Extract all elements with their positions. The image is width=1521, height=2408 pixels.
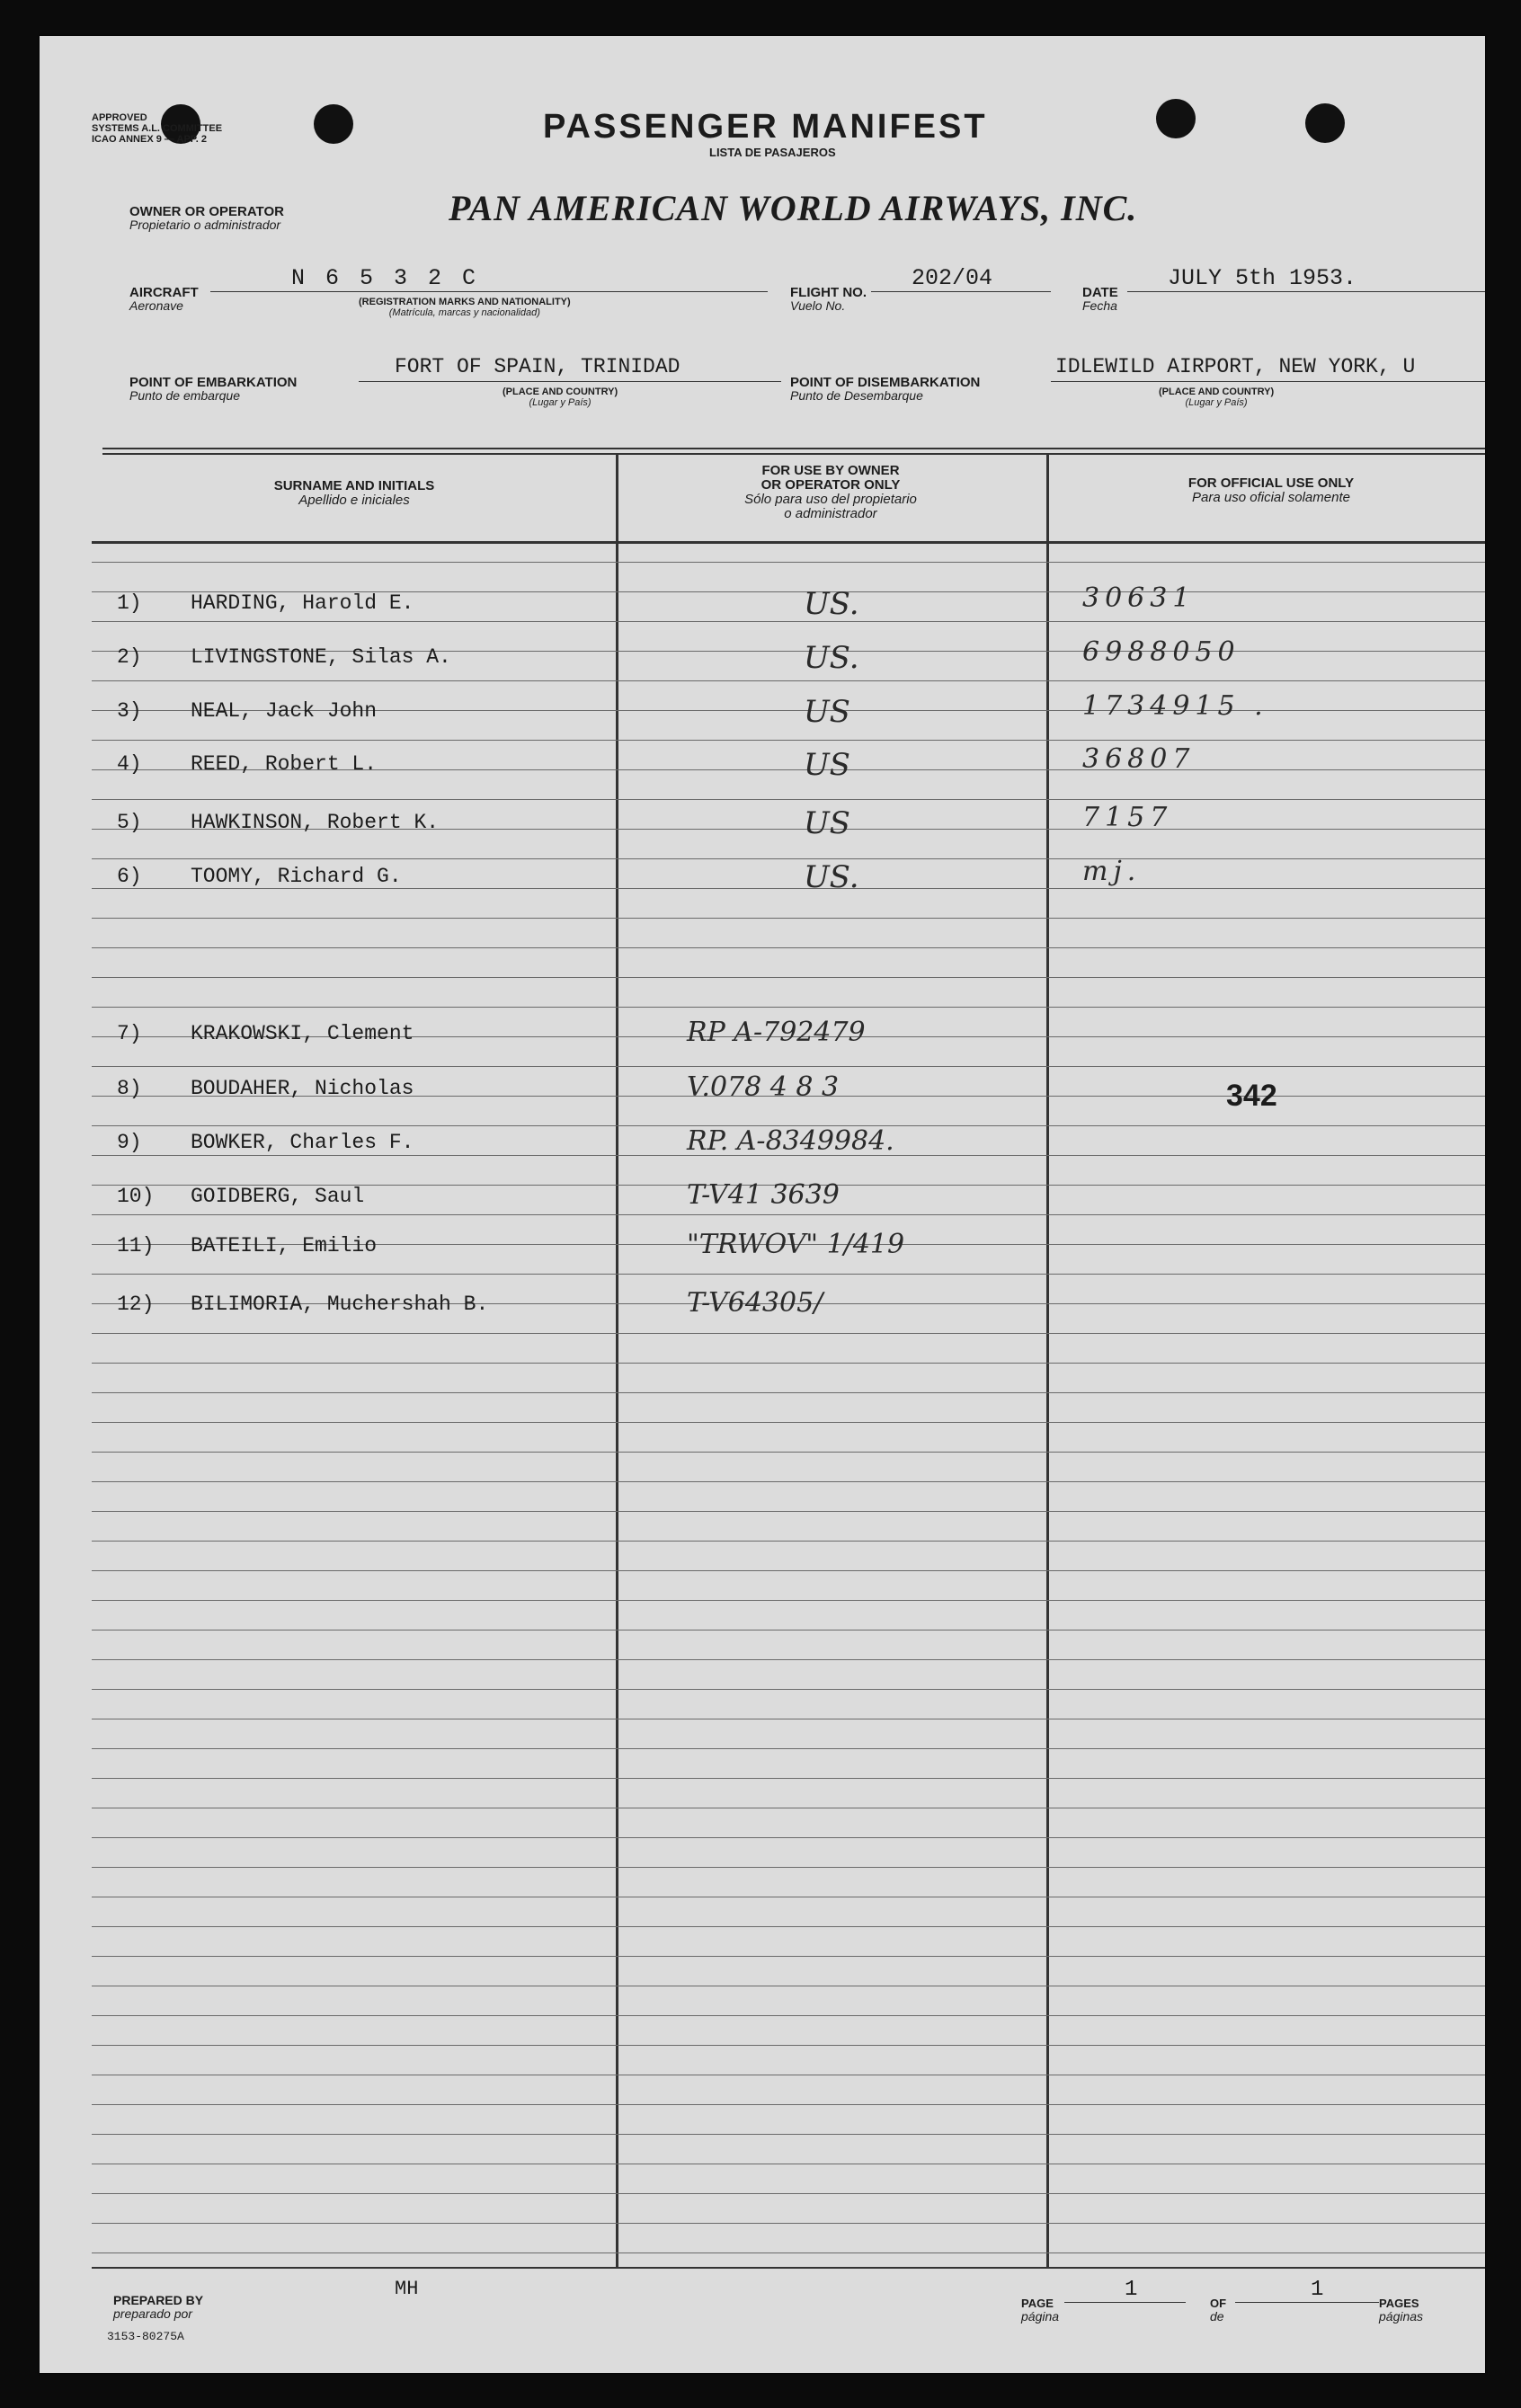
passenger-name: BATEILI, Emilio bbox=[191, 1234, 378, 1257]
ruled-line bbox=[92, 918, 1485, 919]
passenger-name: NEAL, Jack John bbox=[191, 699, 378, 723]
of-label: OF de bbox=[1210, 2297, 1227, 2324]
ruled-line bbox=[92, 1956, 1485, 1957]
punch-hole bbox=[1156, 99, 1196, 138]
passenger-name: HARDING, Harold E. bbox=[191, 591, 414, 615]
owner-use-entry: US. bbox=[804, 859, 859, 895]
ruled-line bbox=[92, 1659, 1485, 1660]
ruled-line bbox=[92, 1333, 1485, 1334]
passenger-number: 4) bbox=[117, 752, 142, 776]
owner-use-entry: T-V41 3639 bbox=[687, 1179, 840, 1211]
owner-use-entry: V.078 4 8 3 bbox=[687, 1071, 840, 1103]
ruled-line bbox=[92, 1007, 1485, 1008]
ruled-line bbox=[92, 1748, 1485, 1749]
passenger-number: 6) bbox=[117, 865, 142, 888]
passenger-row bbox=[40, 1229, 1485, 1266]
page-number: 1 bbox=[1125, 2278, 1138, 2302]
owner-use-entry: RP. A-8349984. bbox=[687, 1125, 894, 1157]
passenger-row bbox=[40, 802, 1485, 843]
official-use-entry: 6988050 bbox=[1082, 636, 1241, 668]
embarkation-label: POINT OF EMBARKATION Punto de embarque bbox=[129, 375, 298, 403]
ruled-line bbox=[92, 2045, 1485, 2046]
ruled-line bbox=[92, 1837, 1485, 1838]
flight-date: JULY 5th 1953. bbox=[1168, 265, 1357, 291]
official-use-entry: 7157 bbox=[1082, 802, 1173, 833]
flight-label: FLIGHT NO. Vuelo No. bbox=[790, 285, 867, 313]
passenger-number: 7) bbox=[117, 1022, 142, 1045]
form-reference: APPROVED SYSTEMS A.L. COMMITTEE ICAO ANNEX 9 — APP. 2 bbox=[92, 112, 223, 145]
passenger-number: 3) bbox=[117, 699, 142, 723]
ruled-line bbox=[92, 1926, 1485, 1927]
pages-label: PAGES páginas bbox=[1379, 2297, 1424, 2324]
column-header-owner-use: FOR USE BY OWNER OR OPERATOR ONLY Sólo para uso del propietario o administrador bbox=[744, 463, 917, 521]
ruled-line bbox=[92, 2223, 1485, 2224]
page-label: PAGE página bbox=[1021, 2297, 1060, 2324]
ruled-line bbox=[92, 1600, 1485, 1601]
passenger-name: REED, Robert L. bbox=[191, 752, 378, 776]
ruled-line bbox=[92, 1867, 1485, 1868]
passenger-name: BOWKER, Charles F. bbox=[191, 1131, 414, 1154]
ruled-line bbox=[92, 680, 1485, 681]
official-use-entry: 1734915 . bbox=[1082, 690, 1268, 722]
form-title: PASSENGER MANIFEST bbox=[543, 108, 988, 146]
passenger-number: 5) bbox=[117, 811, 142, 834]
flight-number: 202/04 bbox=[912, 265, 993, 291]
passenger-name: BOUDAHER, Nicholas bbox=[191, 1077, 414, 1100]
owner-use-entry: US bbox=[804, 747, 850, 783]
owner-use-entry: US bbox=[804, 694, 850, 730]
passenger-number: 10) bbox=[117, 1185, 155, 1208]
official-use-entry: mj. bbox=[1082, 856, 1142, 887]
passenger-name: KRAKOWSKI, Clement bbox=[191, 1022, 414, 1045]
ruled-line bbox=[92, 2104, 1485, 2105]
column-header-official-use: FOR OFFICIAL USE ONLY Para uso oficial solamente bbox=[1187, 475, 1355, 505]
passenger-number: 11) bbox=[117, 1234, 155, 1257]
ruled-line bbox=[92, 799, 1485, 800]
owner-use-entry: US. bbox=[804, 586, 859, 622]
disembarkation-value: IDLEWILD AIRPORT, NEW YORK, U bbox=[1055, 355, 1416, 378]
date-label: DATE Fecha bbox=[1082, 285, 1118, 313]
passenger-row bbox=[40, 1287, 1485, 1325]
owner-use-entry: T-V64305/ bbox=[687, 1287, 823, 1319]
ruled-line bbox=[92, 858, 1485, 859]
ruled-line bbox=[92, 562, 1485, 563]
stamp-number: 342 bbox=[1226, 1079, 1277, 1113]
ruled-line bbox=[92, 1511, 1485, 1512]
ruled-line bbox=[92, 1630, 1485, 1631]
owner-use-entry: "TRWOV" 1/419 bbox=[687, 1229, 905, 1260]
airline-name: PAN AMERICAN WORLD AIRWAYS, INC. bbox=[449, 188, 1138, 228]
passenger-name: TOOMY, Richard G. bbox=[191, 865, 402, 888]
prepared-label: PREPARED BY preparado por bbox=[113, 2293, 204, 2321]
passenger-number: 1) bbox=[117, 591, 142, 615]
column-header-surname: SURNAME AND INITIALS Apellido e iniciales bbox=[273, 478, 435, 508]
ruled-line bbox=[92, 1778, 1485, 1779]
form-number: 3153-80275A bbox=[107, 2330, 184, 2343]
aircraft-value: N 6 5 3 2 C bbox=[291, 265, 480, 291]
passenger-row bbox=[40, 1017, 1485, 1054]
passenger-number: 8) bbox=[117, 1077, 142, 1100]
ruled-line bbox=[92, 740, 1485, 741]
form-title-es: LISTA DE PASAJEROS bbox=[709, 146, 836, 159]
passenger-row bbox=[40, 743, 1485, 785]
ruled-line bbox=[92, 1541, 1485, 1542]
passenger-row bbox=[40, 582, 1485, 624]
ruled-line bbox=[92, 1452, 1485, 1453]
owner-use-entry: US bbox=[804, 805, 850, 841]
passenger-row bbox=[40, 1179, 1485, 1217]
passenger-row bbox=[40, 1125, 1485, 1163]
disembarkation-label: POINT OF DISEMBARKATION Punto de Desembarque bbox=[790, 375, 981, 403]
punch-hole bbox=[314, 104, 353, 144]
ruled-line bbox=[92, 1570, 1485, 1571]
aircraft-label: AIRCRAFT Aeronave bbox=[129, 285, 199, 313]
ruled-line bbox=[92, 1274, 1485, 1275]
embarkation-value: FORT OF SPAIN, TRINIDAD bbox=[395, 355, 680, 378]
ruled-line bbox=[92, 2193, 1485, 2194]
owner-use-entry: RP A-792479 bbox=[687, 1017, 866, 1048]
ruled-line bbox=[92, 1392, 1485, 1393]
official-use-entry: 36807 bbox=[1082, 743, 1196, 775]
total-pages: 1 bbox=[1311, 2278, 1324, 2302]
passenger-number: 2) bbox=[117, 645, 142, 669]
passenger-name: HAWKINSON, Robert K. bbox=[191, 811, 440, 834]
ruled-line bbox=[92, 1363, 1485, 1364]
passenger-name: LIVINGSTONE, Silas A. bbox=[191, 645, 451, 669]
passenger-name: GOIDBERG, Saul bbox=[191, 1185, 365, 1208]
place-note-embark: (PLACE AND COUNTRY) (Lugar y País) bbox=[503, 387, 618, 408]
passenger-row bbox=[40, 856, 1485, 897]
ruled-line bbox=[92, 1481, 1485, 1482]
ruled-line bbox=[92, 1066, 1485, 1067]
official-use-entry: 30631 bbox=[1082, 582, 1196, 614]
owner-label: OWNER OR OPERATOR Propietario o administrador bbox=[129, 204, 284, 232]
passenger-name: BILIMORIA, Muchershah B. bbox=[191, 1293, 489, 1316]
ruled-line bbox=[92, 2015, 1485, 2016]
ruled-line bbox=[92, 1422, 1485, 1423]
registration-note: (REGISTRATION MARKS AND NATIONALITY) (Matrícula, marcas y nacionalidad) bbox=[359, 297, 571, 318]
passenger-number: 9) bbox=[117, 1131, 142, 1154]
ruled-line bbox=[92, 2134, 1485, 2135]
ruled-line bbox=[92, 977, 1485, 978]
place-note-disembark: (PLACE AND COUNTRY) (Lugar y País) bbox=[1159, 387, 1275, 408]
ruled-line bbox=[92, 947, 1485, 948]
ruled-line bbox=[92, 1689, 1485, 1690]
passenger-row bbox=[40, 636, 1485, 678]
owner-use-entry: US. bbox=[804, 640, 859, 676]
prepared-by: MH bbox=[395, 2278, 419, 2300]
manifest-sheet bbox=[40, 36, 1485, 2373]
passenger-row bbox=[40, 690, 1485, 732]
punch-hole bbox=[1305, 103, 1345, 143]
passenger-number: 12) bbox=[117, 1293, 155, 1316]
